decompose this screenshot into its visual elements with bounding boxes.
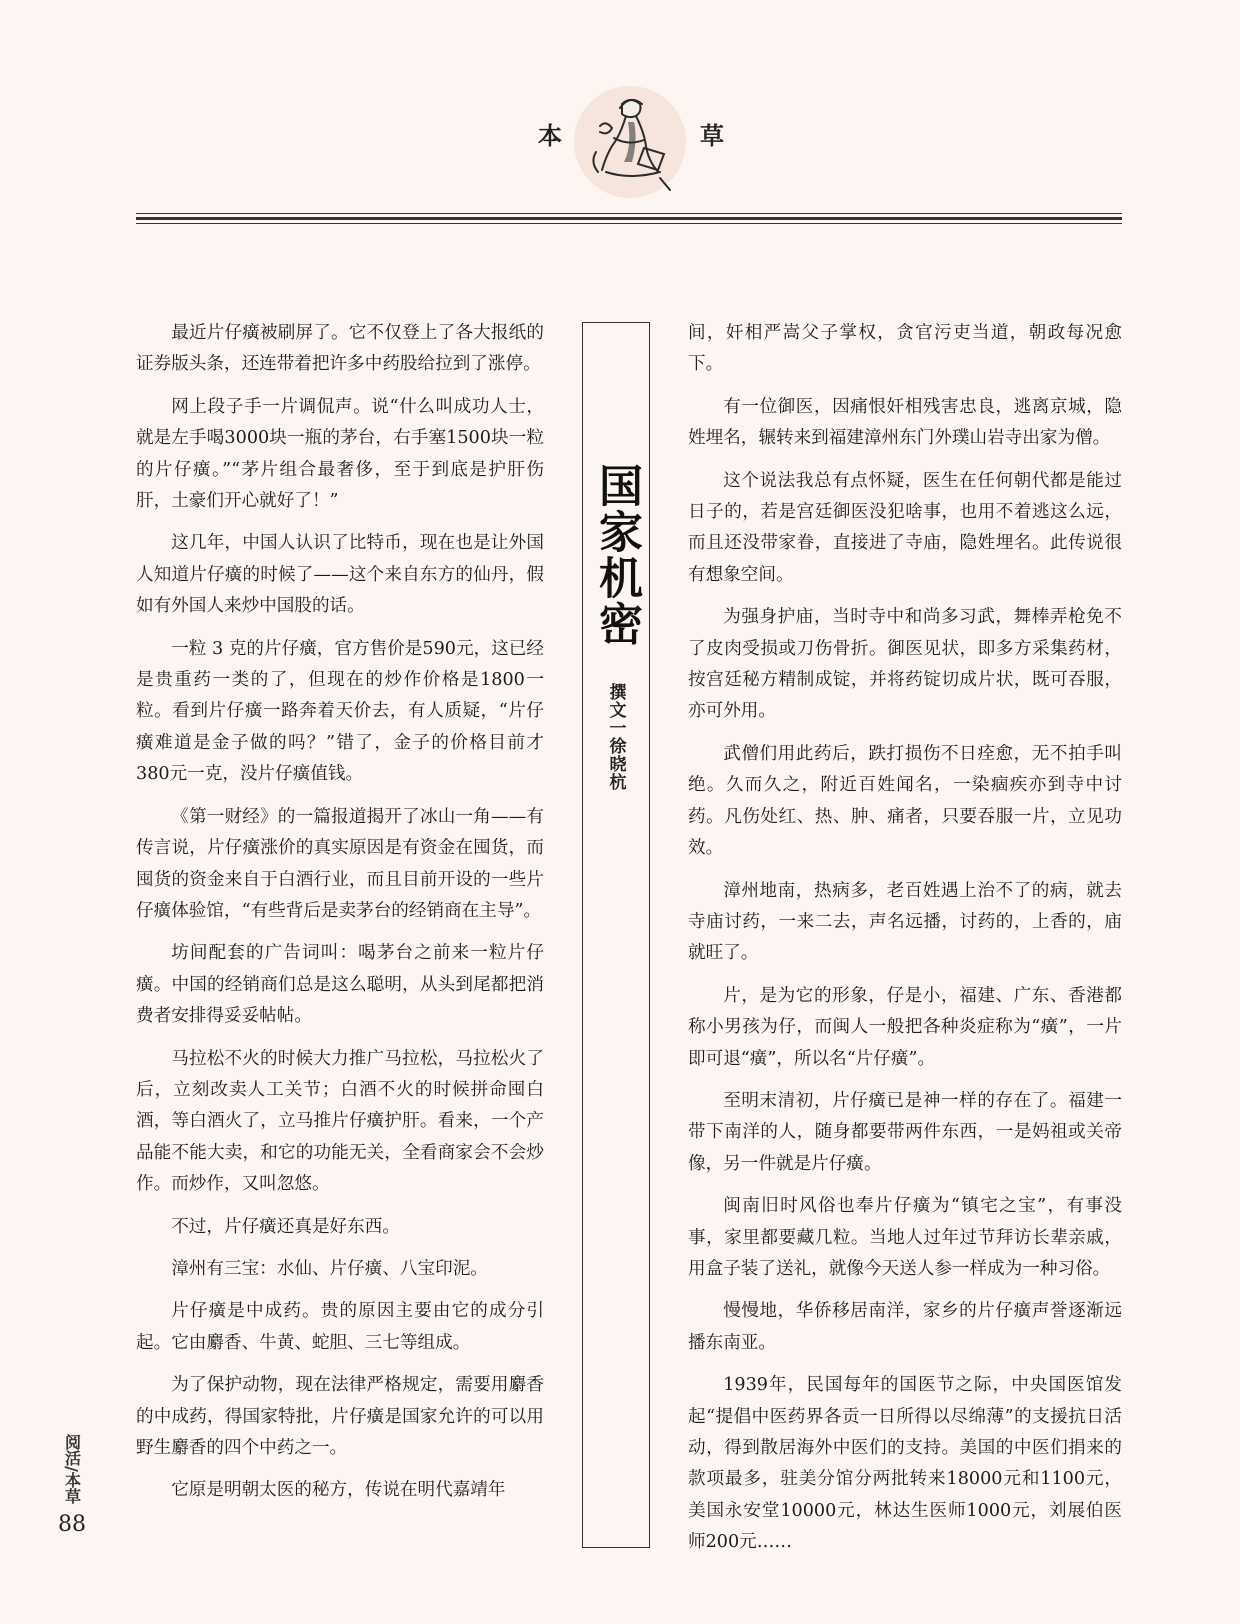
paragraph: 它原是明朝太医的秘方，传说在明代嘉靖年 [171,1480,506,1501]
header-rule-middle [136,217,1122,220]
header-rule-bottom [136,223,1122,224]
paragraph: 有一位御医，因痛恨奸相残害忠良，逃离京城，隐姓埋名，辗转来到福建漳州东门外璞山岩寺出家为僧。 [688,396,1122,449]
article-column-right [688,318,1122,1570]
article-title: 国家机密 [591,463,642,647]
paragraph: 漳州地南，热病多，老百姓遇上治不了的病，就去寺庙讨药，一来二去，声名远播，讨药的，上香的，庙就旺了。 [688,880,1122,964]
header-rule-top [136,213,1122,214]
scholar-illustration [570,82,690,202]
paragraph: 为强身护庙，当时寺中和尚多习武，舞棒弄枪免不了皮肉受损或刀伤骨折。御医见状，即多方采集药材，按宫廷秘方精制成锭，并将药锭切成片状，既可吞服，亦可外用。 [688,607,1122,722]
page-folio [52,1434,92,1537]
paragraph: 漳州有三宝：水仙、片仔癀、八宝印泥。 [171,1258,488,1279]
section-label: 阅活/本草 [62,1434,82,1504]
paragraph: 坊间配套的广告词叫：喝茅台之前来一粒片仔癀。中国的经销商们总是这么聪明，从头到尾都把消费者安排得妥妥帖帖。 [136,943,544,1027]
page-number: 88 [58,1511,86,1537]
paragraph: 为了保护动物，现在法律严格规定，需要用麝香的中成药，得国家特批，片仔癀是国家允许的可以用野生麝香的四个中药之一。 [136,1375,544,1458]
header-char-left: 本 [538,121,562,150]
paragraph: 慢慢地，华侨移居南洋，家乡的片仔癀声誉逐渐远播东南亚。 [688,1301,1122,1353]
paragraph: 片，是为它的形象，仔是小，福建、广东、香港都称小男孩为仔，而闽人一般把各种炎症称为“癀”，一片即可退“癀”，所以名“片仔癀”。 [688,985,1122,1069]
paragraph: 这几年，中国人认识了比特币，现在也是让外国人知道片仔癀的时候了——这个来自东方的仙丹，假如有外国人来炒中国股的话。 [136,533,544,617]
paragraph: 网上段子手一片调侃声。说“什么叫成功人士，就是左手喝3000块一瓶的茅台，右手塞1500块一粒的片仔癀。”“茅片组合最奢侈，至于到底是护肝伤肝，土豪们开心就好了！” [136,396,544,512]
paragraph: 片仔癀是中成药。贵的原因主要由它的成分引起。它由麝香、牛黄、蛇胆、三七等组成。 [136,1301,544,1353]
paragraph: 一粒 3 克的片仔癀，官方售价是590元，这已经是贵重药一类的了，但现在的炒作价格是1800一粒。看到片仔癀一路奔着天价去，有人质疑，“片仔癀难道是金子做的吗？”错了，金子的价格目前才380元一克，没片仔癀值钱。 [136,638,544,785]
paragraph: 这个说法我总有点怀疑，医生在任何朝代都是能过日子的，若是宫廷御医没犯啥事，也用不着逃这么远，而且还没带家眷，直接进了寺庙，隐姓埋名。此传说很有想象空间。 [688,470,1122,585]
paragraph: 武僧们用此药后，跌打损伤不日痊愈，无不拍手叫绝。久而久之，附近百姓闻名，一染痼疾亦到寺中讨药。凡伤处红、热、肿、痛者，只要吞服一片，立见功效。 [688,743,1122,859]
author-byline: 撰文一徐晓杭 [605,683,626,791]
paragraph: 最近片仔癀被刷屏了。它不仅登上了各大报纸的证券版头条，还连带着把许多中药股给拉到了涨停。 [136,323,544,375]
paragraph: 闽南旧时风俗也奉片仔癀为“镇宅之宝”，有事没事，家里都要藏几粒。当地人过年过节拜访长辈亲戚，用盒子装了送礼，就像今天送人参一样成为一种习俗。 [688,1196,1122,1279]
paragraph: 《第一财经》的一篇报道揭开了冰山一角——有传言说，片仔癀涨价的真实原因是有资金在囤货，而囤货的资金来自于白酒行业，而且目前开设的一些片仔癀体验馆，“有些背后是卖茅台的经销商在主导”。 [136,806,544,921]
paragraph: 1939年，民国每年的国医节之际，中央国医馆发起“提倡中医药界各贡一日所得以尽绵薄”的支援抗日活动，得到散居海外中医们的支持。美国的中医们捐来的款项最多，驻美分馆分两批转来18000元和1100元，美国永安堂10000元，林达生医师1000元，刘展伯医师200元…… [688,1375,1122,1553]
title-box [582,322,650,1548]
paragraph-continued: 间，奸相严嵩父子掌权，贪官污吏当道，朝政每况愈下。 [688,323,1122,375]
paragraph: 不过，片仔癀还真是好东西。 [171,1216,400,1237]
article-column-left [136,318,544,1518]
page-header [0,0,1240,240]
paragraph: 马拉松不火的时候大力推广马拉松，马拉松火了后，立刻改卖人工关节；白酒不火的时候拼命囤白酒，等白酒火了，立马推片仔癀护肝。看来，一个产品能不能大卖，和它的功能无关，全看商家会不会炒作。而炒作，又叫忽悠。 [136,1048,544,1195]
paragraph: 至明末清初，片仔癀已是神一样的存在了。福建一带下南洋的人，随身都要带两件东西，一是妈祖或关帝像，另一件就是片仔癀。 [688,1090,1122,1174]
header-char-right: 草 [700,121,724,150]
